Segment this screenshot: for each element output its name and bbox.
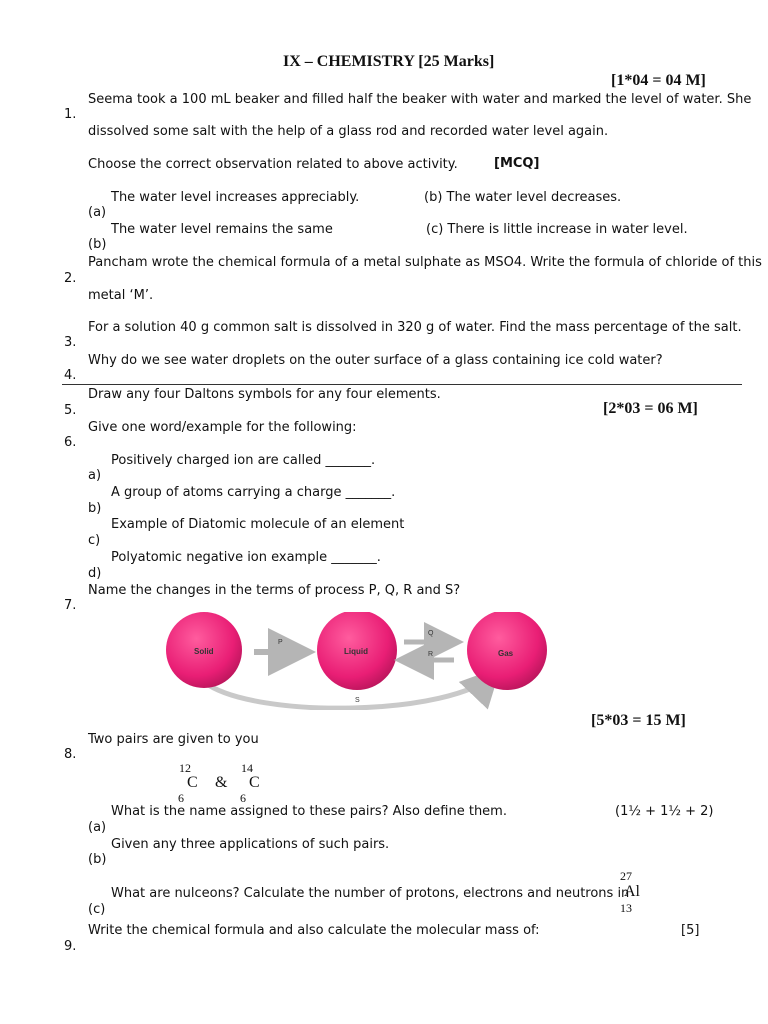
- q7-number: 7.: [64, 598, 77, 613]
- q6-item-b-label: b): [88, 501, 102, 516]
- q1-option-b-label: (b): [88, 237, 107, 252]
- q1-line3: Choose the correct observation related to above activity.: [88, 157, 458, 172]
- q8-part-c: What are nulceons? Calculate the number of protons, electrons and neutrons in: [111, 886, 630, 901]
- q6-item-b: A group of atoms carrying a charge _______.: [111, 485, 396, 500]
- q4-number: 4.: [64, 368, 77, 383]
- q1-option-a: The water level increases appreciably.: [111, 190, 360, 205]
- label-p: P: [278, 639, 283, 646]
- q1-option-b: (b) The water level decreases.: [424, 190, 622, 205]
- isotope1-atomic: 6: [178, 791, 184, 805]
- q2-line1: Pancham wrote the chemical formula of a metal sulphate as MSO4. Write the formula of chloride of this: [88, 255, 762, 270]
- mcq-tag: [MCQ]: [494, 156, 540, 171]
- label-q: Q: [428, 630, 434, 637]
- q5-number: 5.: [64, 403, 77, 418]
- q6-item-a-label: a): [88, 468, 102, 483]
- isotope1-symbol: C: [187, 774, 198, 791]
- al-mass: 27: [620, 869, 632, 883]
- q8-number: 8.: [64, 747, 77, 762]
- q6-item-d-label: d): [88, 566, 102, 581]
- q6-number: 6.: [64, 435, 77, 450]
- isotope2-mass: 14: [241, 761, 253, 775]
- q2-line2: metal ‘M’.: [88, 288, 154, 303]
- q5-text: Draw any four Daltons symbols for any four elements.: [88, 387, 441, 402]
- label-r: R: [428, 651, 434, 658]
- q7-text: Name the changes in the terms of process P, Q, R and S?: [88, 583, 461, 598]
- section3-marks: [5*03 = 15 M]: [591, 712, 686, 729]
- section1-marks: [1*04 = 04 M]: [611, 72, 706, 89]
- al-symbol: Al: [624, 883, 640, 900]
- q8-part-b-label: (b): [88, 852, 107, 867]
- q6-item-c: Example of Diatomic molecule of an element: [111, 517, 405, 532]
- q8-part-c-label: (c): [88, 902, 106, 917]
- label-s: S: [355, 697, 360, 704]
- q8-text: Two pairs are given to you: [88, 732, 259, 747]
- q8-part-b: Given any three applications of such pairs.: [111, 837, 390, 852]
- q8-part-a-label: (a): [88, 820, 107, 835]
- q4-text: Why do we see water droplets on the outer surface of a glass containing ice cold water?: [88, 353, 663, 368]
- isotope2-symbol: C: [249, 774, 260, 791]
- q3-number: 3.: [64, 335, 77, 350]
- ampersand: &: [215, 774, 228, 791]
- q6-item-d: Polyatomic negative ion example _______.: [111, 550, 381, 565]
- q8-part-a: What is the name assigned to these pairs? Also define them.: [111, 804, 507, 819]
- al-atomic: 13: [620, 901, 632, 915]
- section-divider: [62, 384, 742, 385]
- q6-item-a: Positively charged ion are called _______.: [111, 453, 376, 468]
- q9-marks: [5]: [681, 923, 700, 938]
- q1-option-a-label: (a): [88, 205, 107, 220]
- q3-text: For a solution 40 g common salt is dissolved in 320 g of water. Find the mass percentage of the salt.: [88, 320, 742, 335]
- q8-marks: (1½ + 1½ + 2): [615, 804, 714, 819]
- q2-number: 2.: [64, 271, 77, 286]
- label-gas: Gas: [498, 649, 514, 658]
- states-of-matter-diagram: [164, 612, 554, 710]
- q6-item-c-label: c): [88, 533, 101, 548]
- label-solid: Solid: [194, 647, 214, 656]
- q1-option-c-text: The water level remains the same: [111, 222, 333, 237]
- q1-line1: Seema took a 100 mL beaker and filled half the beaker with water and marked the level of water. She: [88, 92, 752, 107]
- isotope2-atomic: 6: [240, 791, 246, 805]
- q9-number: 9.: [64, 939, 77, 954]
- isotope1-mass: 12: [179, 761, 191, 775]
- label-liquid: Liquid: [344, 647, 368, 656]
- q6-text: Give one word/example for the following:: [88, 420, 357, 435]
- q1-line2: dissolved some salt with the help of a glass rod and recorded water level again.: [88, 124, 609, 139]
- q1-option-c: (c) There is little increase in water level.: [426, 222, 688, 237]
- q1-number: 1.: [64, 107, 77, 122]
- page-title: IX – CHEMISTRY [25 Marks]: [283, 53, 495, 70]
- q9-text: Write the chemical formula and also calculate the molecular mass of:: [88, 923, 540, 938]
- section2-marks: [2*03 = 06 M]: [603, 400, 698, 417]
